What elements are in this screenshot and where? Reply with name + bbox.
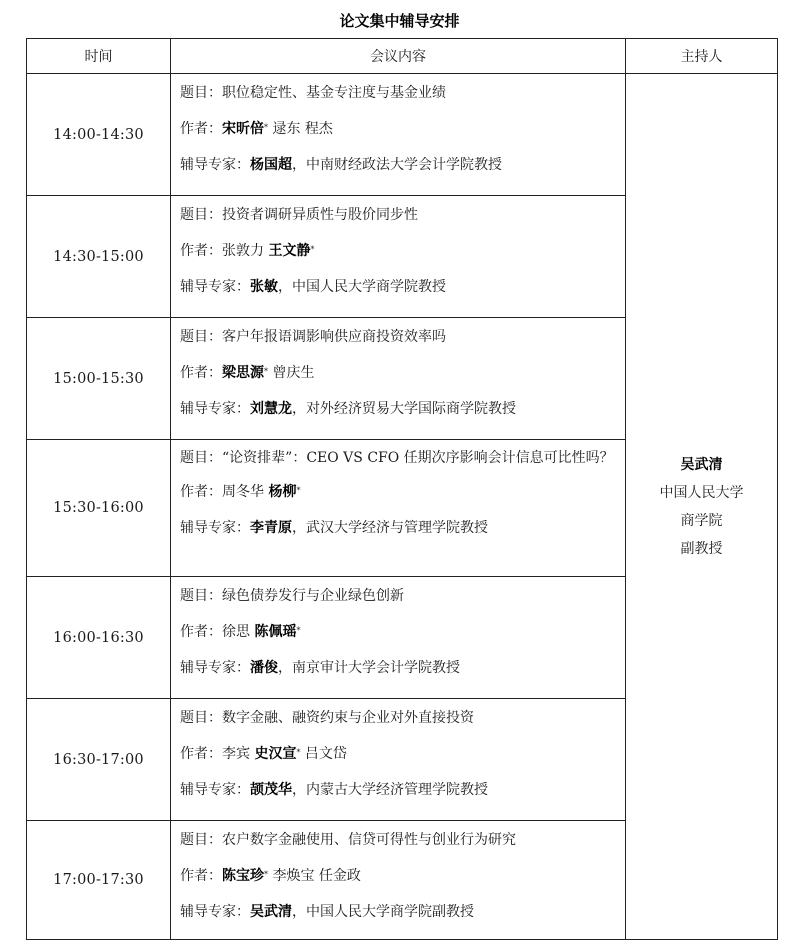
presenter-star: * [296, 748, 301, 757]
presenter-star: * [296, 486, 301, 495]
author-name: 陈佩瑶 [254, 624, 297, 640]
host-title: 副教授 [680, 540, 723, 557]
session-topic: 题目：绿色债券发行与企业绿色创新 [180, 588, 404, 604]
expert-label: 辅导专家： [180, 401, 250, 417]
session-expert [180, 154, 617, 176]
session-topic: 题目：职位稳定性、基金专注度与基金业绩 [180, 85, 446, 101]
expert-affiliation: ，南京审计大学会计学院教授 [278, 660, 460, 676]
author-label: 作者： [180, 746, 222, 762]
session-expert [180, 517, 617, 539]
author-name: 任金政 [318, 868, 361, 884]
session-authors [180, 621, 617, 643]
session-authors [180, 743, 617, 765]
author-name: 张敦力 [222, 243, 264, 259]
session-time: 16:30-17:00 [27, 699, 171, 821]
host-cell [626, 74, 778, 940]
session-authors [180, 362, 617, 384]
author-label: 作者： [180, 243, 222, 259]
expert-affiliation: ，中国人民大学商学院教授 [278, 279, 446, 295]
session-time: 14:30-15:00 [27, 196, 171, 318]
expert-affiliation: ，中国人民大学商学院副教授 [292, 904, 474, 920]
session-expert [180, 901, 617, 923]
author-name: 周冬华 [222, 484, 264, 500]
author-label: 作者： [180, 484, 222, 500]
host-name: 吴武清 [680, 456, 723, 473]
expert-name: 杨国超 [250, 157, 292, 173]
presenter-star: * [296, 626, 301, 635]
session-content [171, 440, 626, 577]
session-time: 16:00-16:30 [27, 577, 171, 699]
expert-name: 刘慧龙 [250, 401, 292, 417]
expert-label: 辅导专家： [180, 660, 250, 676]
host-department: 商学院 [680, 512, 723, 529]
page-title: 论文集中辅导安排 [339, 12, 460, 30]
session-time: 15:30-16:00 [27, 440, 171, 577]
author-name: 吕文岱 [304, 746, 347, 762]
author-name: 史汉宣 [254, 746, 297, 762]
session-time: 14:00-14:30 [27, 74, 171, 196]
expert-label: 辅导专家： [180, 279, 250, 295]
presenter-star: * [310, 245, 315, 254]
header-host: 主持人 [626, 39, 778, 74]
expert-name: 吴武清 [250, 904, 292, 920]
session-topic: 题目：投资者调研异质性与股价同步性 [180, 207, 418, 223]
author-label: 作者： [180, 121, 222, 137]
session-time: 17:00-17:30 [27, 821, 171, 940]
session-expert [180, 398, 617, 420]
author-name: 陈宝珍 [222, 868, 264, 884]
author-label: 作者： [180, 868, 222, 884]
expert-label: 辅导专家： [180, 782, 250, 798]
schedule-table [26, 38, 778, 940]
author-name: 徐思 [222, 624, 250, 640]
header-time: 时间 [27, 39, 171, 74]
host-affiliation: 中国人民大学 [659, 484, 744, 501]
session-authors [180, 865, 617, 887]
session-content [171, 699, 626, 821]
expert-affiliation: ，对外经济贸易大学国际商学院教授 [292, 401, 516, 417]
expert-name: 潘俊 [250, 660, 278, 676]
expert-label: 辅导专家： [180, 904, 250, 920]
presenter-star: * [264, 367, 268, 376]
presenter-star: * [264, 870, 268, 879]
table-row [27, 74, 778, 196]
session-topic: 题目：农户数字金融使用、信贷可得性与创业行为研究 [180, 832, 516, 848]
expert-label: 辅导专家： [180, 520, 250, 536]
session-authors [180, 118, 617, 140]
author-name: 李焕宝 [272, 868, 315, 884]
session-content [171, 821, 626, 940]
expert-affiliation: ，内蒙古大学经济管理学院教授 [292, 782, 488, 798]
expert-name: 张敏 [250, 279, 278, 295]
author-name: 程杰 [304, 121, 333, 137]
expert-affiliation: ，武汉大学经济与管理学院教授 [292, 520, 488, 536]
session-topic: 题目：客户年报语调影响供应商投资效率吗 [180, 329, 446, 345]
expert-name: 颉茂华 [250, 782, 292, 798]
session-content [171, 196, 626, 318]
author-name: 梁思源 [222, 365, 264, 381]
author-label: 作者： [180, 624, 222, 640]
author-name: 曾庆生 [272, 365, 315, 381]
author-name: 宋昕倍 [222, 121, 264, 137]
session-time: 15:00-15:30 [27, 318, 171, 440]
author-label: 作者： [180, 365, 222, 381]
session-content [171, 318, 626, 440]
expert-name: 李青原 [250, 520, 292, 536]
author-name: 李宾 [222, 746, 250, 762]
expert-label: 辅导专家： [180, 157, 250, 173]
presenter-star: * [264, 123, 268, 132]
session-content [171, 577, 626, 699]
author-name: 逯东 [272, 121, 301, 137]
session-topic: 题目：数字金融、融资约束与企业对外直接投资 [180, 710, 474, 726]
session-expert [180, 657, 617, 679]
session-expert [180, 779, 617, 801]
session-authors [180, 481, 617, 503]
header-row [27, 39, 778, 74]
expert-affiliation: ，中南财经政法大学会计学院教授 [292, 157, 502, 173]
header-content: 会议内容 [171, 39, 626, 74]
author-name: 杨柳 [268, 484, 297, 500]
session-content [171, 74, 626, 196]
session-topic: 题目：“论资排辈”：CEO VS CFO 任期次序影响会计信息可比性吗？ [180, 450, 614, 466]
author-name: 王文静 [268, 243, 311, 259]
session-authors [180, 240, 617, 262]
session-expert [180, 276, 617, 298]
